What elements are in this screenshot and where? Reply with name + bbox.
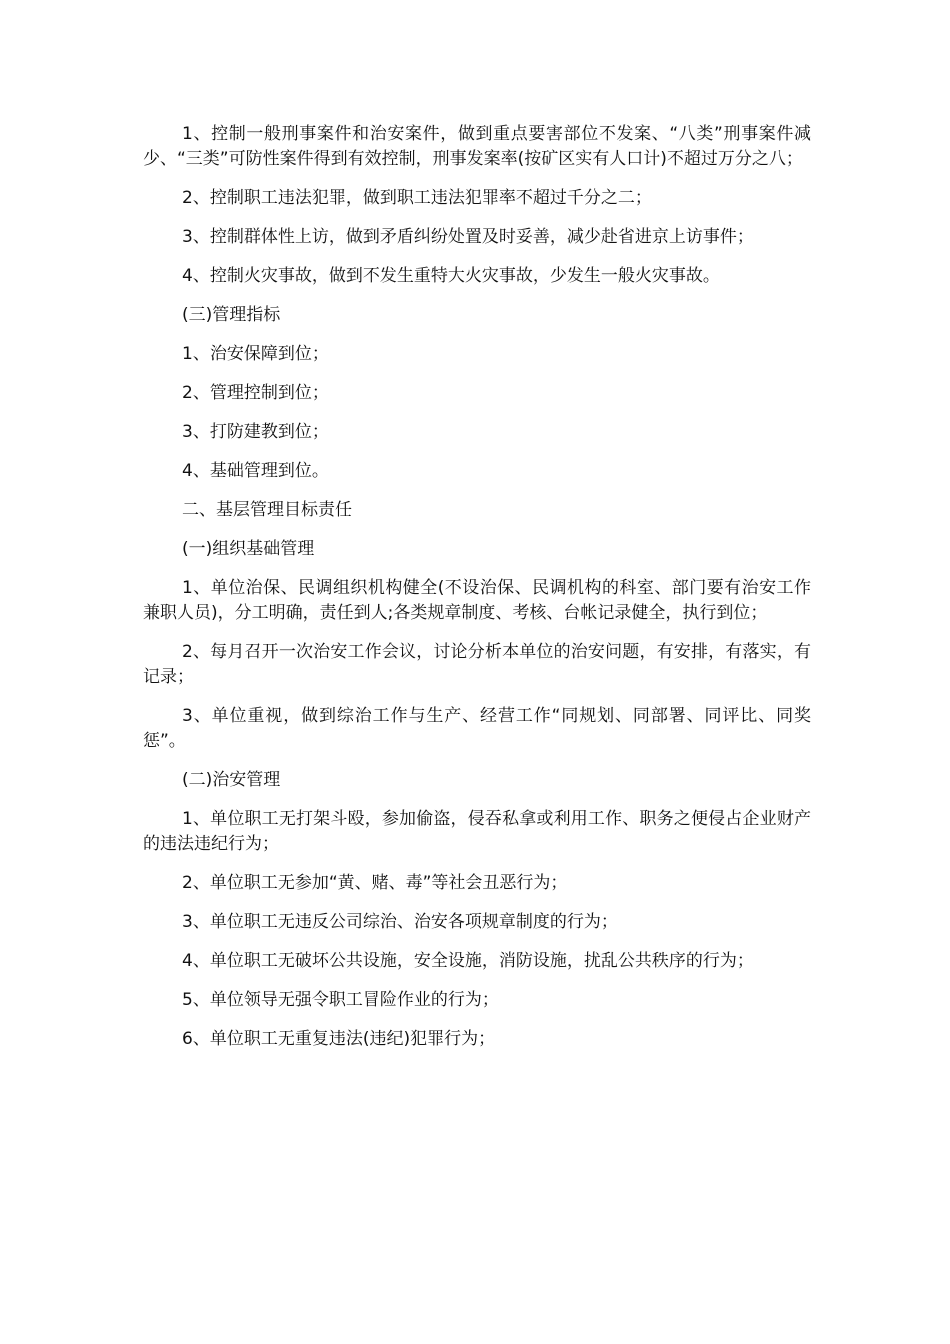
document-body [143,122,811,1066]
paragraph-indicator-1: 1、治安保障到位； [182,344,329,364]
section-heading-management-indicators: (三)管理指标 [182,305,281,325]
paragraph-security-6: 6、单位职工无重复违法(违纪)犯罪行为； [182,1029,496,1049]
paragraph-indicator-3: 3、打防建教到位； [182,422,329,442]
subsection-heading-security: (二)治安管理 [182,770,281,790]
paragraph-security-5: 5、单位领导无强令职工冒险作业的行为； [182,990,499,1010]
paragraph-organization-3: 3、单位重视，做到综治工作与生产、经营工作“同规划、同部署、同评比、同奖惩”。 [143,706,811,751]
paragraph-security-2: 2、单位职工无参加“黄、赌、毒”等社会丑恶行为； [182,873,568,893]
paragraph-target-1: 1、控制一般刑事案件和治安案件，做到重点要害部位不发案、“八类”刑事案件减少、“三类”可防性案件得到有效控制，刑事发案率(按矿区实有人口计)不超过万分之八； [143,124,811,169]
paragraph-indicator-2: 2、管理控制到位； [182,383,329,403]
paragraph-security-4: 4、单位职工无破坏公共设施，安全设施，消防设施，扰乱公共秩序的行为； [182,951,754,971]
subsection-heading-organization: (一)组织基础管理 [182,539,315,559]
section-heading-grassroots-responsibility: 二、基层管理目标责任 [182,500,352,520]
paragraph-target-3: 3、控制群体性上访，做到矛盾纠纷处置及时妥善，减少赴省进京上访事件； [182,227,754,247]
paragraph-indicator-4: 4、基础管理到位。 [182,461,329,481]
paragraph-organization-1: 1、单位治保、民调组织机构健全(不设治保、民调机构的科室、部门要有治安工作兼职人员)，分工明确，责任到人;各类规章制度、考核、台帐记录健全，执行到位； [143,578,811,623]
paragraph-security-1: 1、单位职工无打架斗殴，参加偷盗，侵吞私拿或利用工作、职务之便侵占企业财产的违法违纪行为； [143,809,811,854]
paragraph-target-4: 4、控制火灾事故，做到不发生重特大火灾事故，少发生一般火灾事故。 [182,266,720,286]
paragraph-organization-2: 2、每月召开一次治安工作会议，讨论分析本单位的治安问题，有安排，有落实，有记录； [143,642,811,687]
paragraph-target-2: 2、控制职工违法犯罪，做到职工违法犯罪率不超过千分之二； [182,188,652,208]
paragraph-security-3: 3、单位职工无违反公司综治、治安各项规章制度的行为； [182,912,618,932]
